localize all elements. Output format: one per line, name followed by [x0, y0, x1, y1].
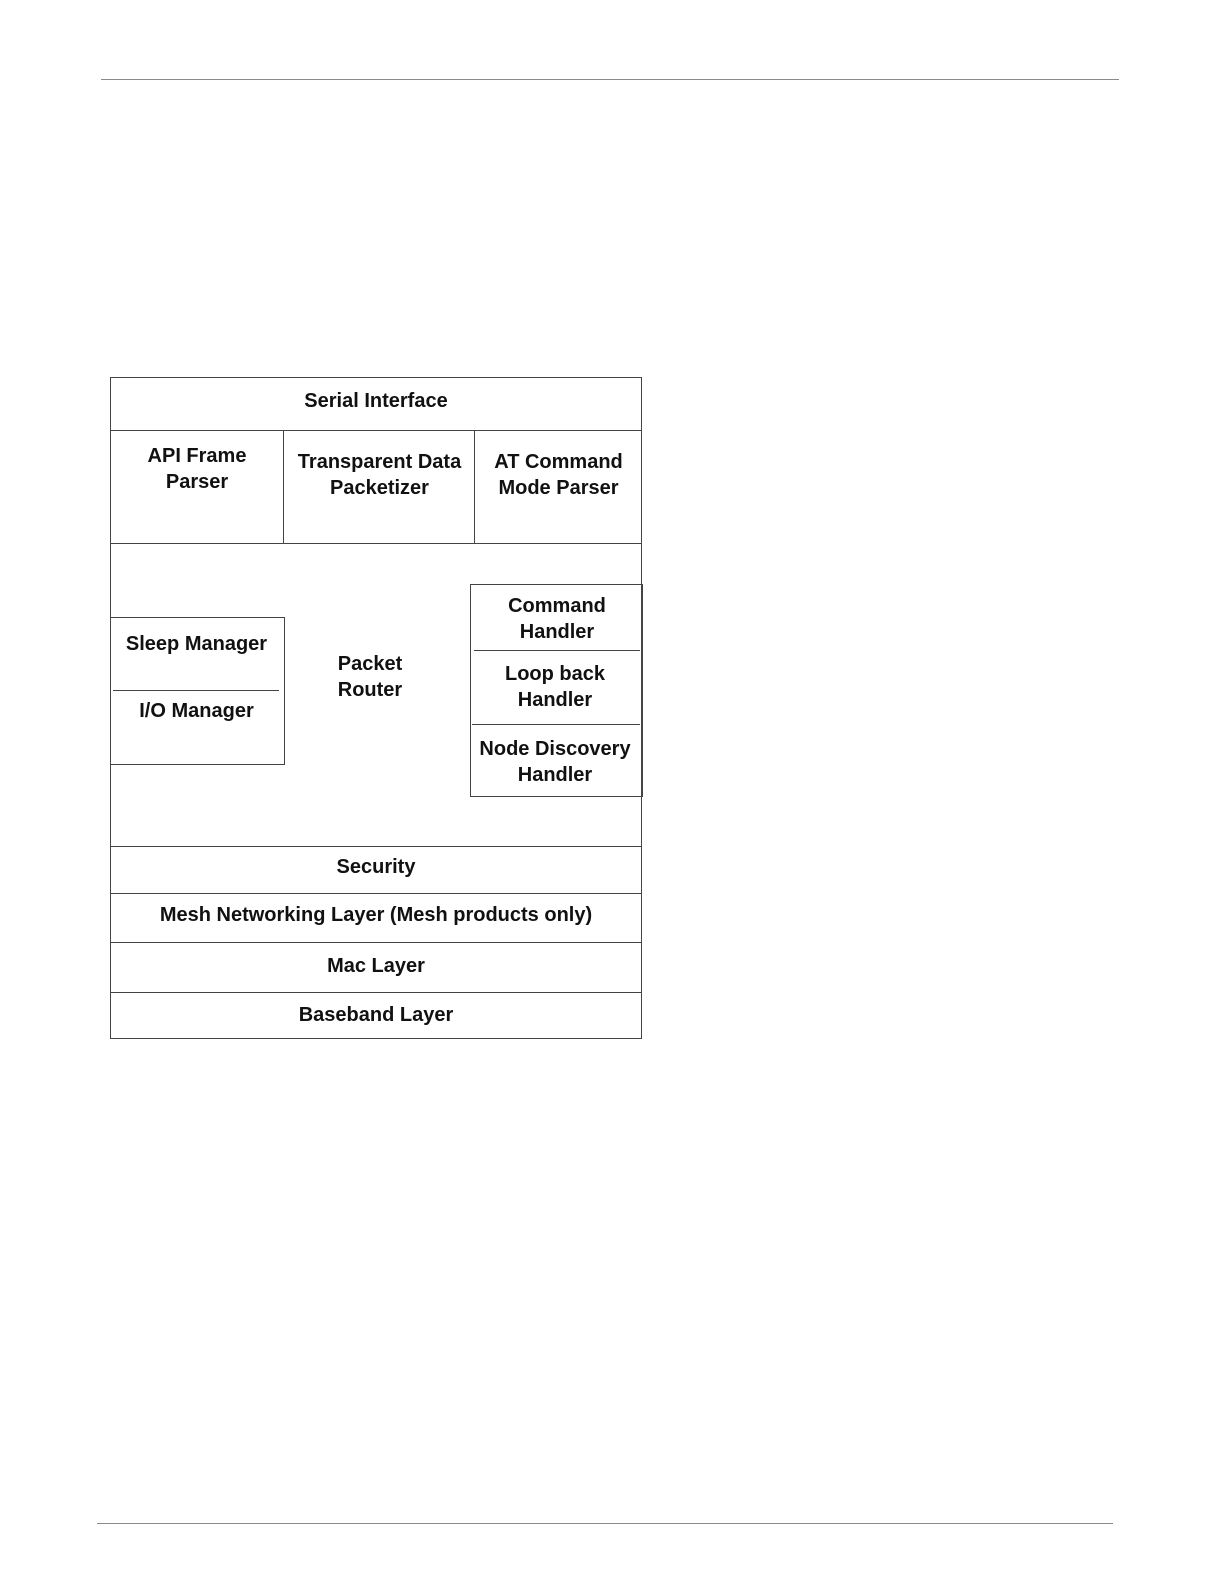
divider-parser-col-1 — [283, 430, 284, 543]
divider-sleep-io — [113, 690, 279, 691]
divider-mesh-top — [111, 893, 641, 894]
at-command-mode-parser-label: AT Command Mode Parser — [494, 451, 623, 499]
transparent-data-packetizer-label: Transparent Data Packetizer — [297, 451, 462, 499]
loop-back-handler-label: Loop back Handler — [504, 663, 605, 711]
divider-parser-col-2 — [474, 430, 475, 543]
header-rule — [101, 79, 1119, 80]
security-layer-label: Security — [336, 856, 416, 878]
mesh-networking-layer-label: Mesh Networking Layer (Mesh products only) — [159, 904, 593, 926]
divider-command-loopback — [474, 650, 640, 651]
command-handler-label: Command Handler — [508, 595, 606, 643]
divider-mac-top — [111, 942, 641, 943]
packet-router-label: Packet Router — [337, 653, 403, 701]
node-discovery-handler-label: Node Discovery Handler — [479, 738, 631, 786]
mac-layer-label: Mac Layer — [327, 955, 425, 977]
divider-loopback-node — [472, 724, 640, 725]
sleep-io-manager-box — [110, 617, 285, 765]
baseband-layer-label: Baseband Layer — [298, 1004, 454, 1026]
api-frame-parser-label: API Frame Parser — [147, 445, 247, 493]
xbee-architecture-diagram — [110, 377, 642, 1039]
divider-serial-interface — [111, 430, 641, 431]
divider-baseband-top — [111, 992, 641, 993]
divider-security-top — [111, 846, 641, 847]
footer-rule — [97, 1523, 1113, 1524]
handlers-box — [470, 584, 643, 797]
sleep-manager-label: Sleep Manager — [125, 633, 268, 655]
serial-interface-label: Serial Interface — [304, 390, 448, 412]
divider-parsers — [111, 543, 641, 544]
io-manager-label: I/O Manager — [139, 700, 254, 722]
